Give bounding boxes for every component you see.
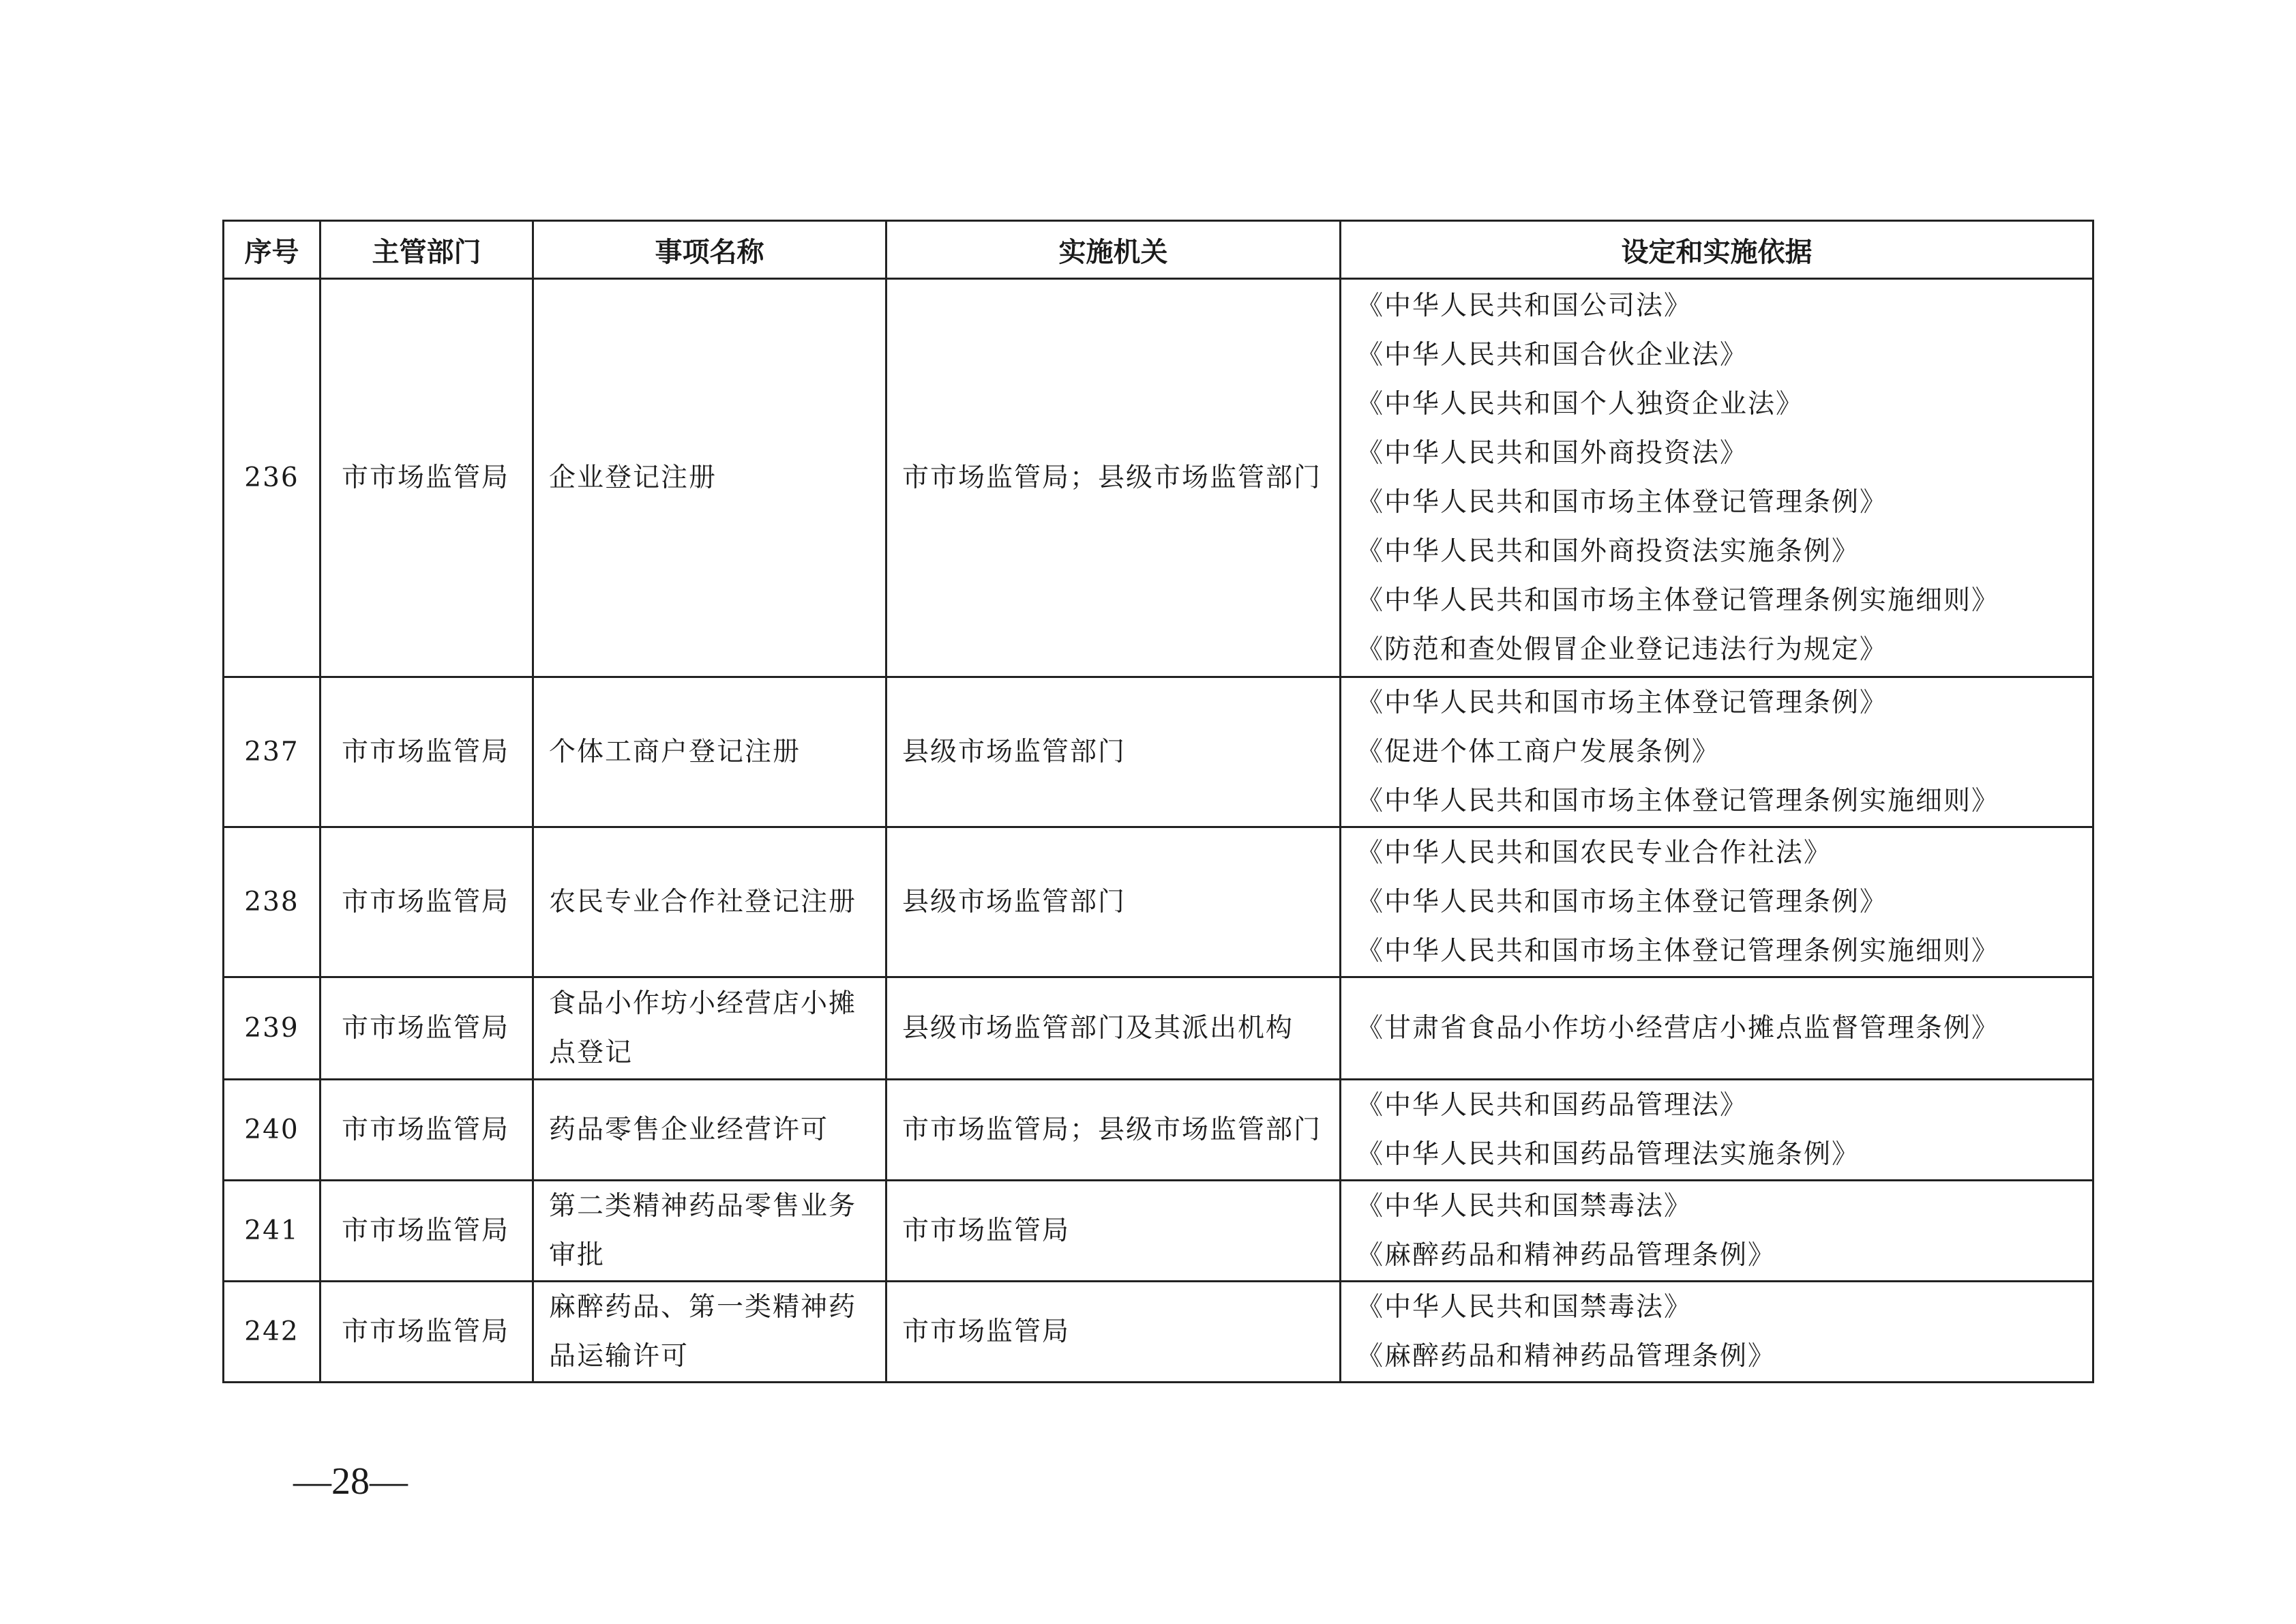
cell-basis — [1341, 279, 2093, 677]
cell-no — [224, 677, 320, 827]
cell-agency-text: 县级市场监管部门 — [902, 736, 1127, 767]
cell-dept-text: 市市场监管局 — [342, 462, 510, 493]
cell-item-text: 农民专业合作社登记注册 — [549, 886, 857, 917]
table-row — [224, 1181, 2093, 1282]
cell-basis — [1341, 827, 2093, 977]
cell-agency-text: 市市场监管局 — [902, 1316, 1071, 1347]
cell-basis — [1341, 677, 2093, 827]
cell-agency — [886, 677, 1341, 827]
basis-list — [1356, 1182, 2077, 1280]
basis-item: 《中华人民共和国市场主体登记管理条例实施细则》 — [1356, 585, 2000, 616]
cell-dept — [320, 1181, 533, 1282]
basis-item: 《中华人民共和国市场主体登记管理条例实施细则》 — [1356, 785, 2000, 816]
header-row — [224, 221, 2093, 279]
basis-item: 《中华人民共和国外商投资法实施条例》 — [1356, 535, 1860, 567]
cell-no — [224, 1282, 320, 1383]
basis-item: 《中华人民共和国个人独资企业法》 — [1356, 388, 1804, 419]
basis-item: 《中华人民共和国公司法》 — [1356, 290, 1693, 321]
basis-list — [1356, 1081, 2077, 1179]
header-agency: 实施机关 — [886, 221, 1341, 279]
cell-item — [533, 279, 886, 677]
basis-list — [1356, 829, 2077, 976]
cell-item — [533, 1282, 886, 1383]
cell-no-text: 239 — [244, 1012, 299, 1044]
cell-agency-text: 市市场监管局 — [902, 1215, 1071, 1246]
cell-dept-text: 市市场监管局 — [342, 1114, 510, 1145]
cell-dept-text: 市市场监管局 — [342, 1316, 510, 1347]
cell-dept-text: 市市场监管局 — [342, 886, 510, 917]
basis-list — [1356, 282, 2077, 675]
cell-agency — [886, 1181, 1341, 1282]
header-dept: 主管部门 — [320, 221, 533, 279]
basis-item: 《促进个体工商户发展条例》 — [1356, 736, 1720, 767]
cell-item — [533, 827, 886, 977]
cell-agency-text: 市市场监管局；县级市场监管部门 — [902, 462, 1322, 493]
cell-basis — [1341, 1181, 2093, 1282]
basis-item: 《中华人民共和国市场主体登记管理条例》 — [1356, 687, 1888, 718]
basis-item: 《中华人民共和国市场主体登记管理条例》 — [1356, 886, 1888, 917]
header-no: 序号 — [224, 221, 320, 279]
header-basis: 设定和实施依据 — [1341, 221, 2093, 279]
header-item: 事项名称 — [533, 221, 886, 279]
basis-item: 《中华人民共和国外商投资法》 — [1356, 437, 1748, 469]
table-row — [224, 1080, 2093, 1181]
cell-basis — [1341, 977, 2093, 1080]
basis-item: 《麻醉药品和精神药品管理条例》 — [1356, 1340, 1776, 1372]
cell-dept-text: 市市场监管局 — [342, 1215, 510, 1246]
cell-dept-text: 市市场监管局 — [342, 1012, 510, 1044]
table-row — [224, 279, 2093, 677]
basis-item: 《防范和查处假冒企业登记违法行为规定》 — [1356, 634, 1888, 665]
cell-item — [533, 677, 886, 827]
cell-no-text: 241 — [244, 1215, 299, 1246]
cell-basis — [1341, 1282, 2093, 1383]
cell-no-text: 240 — [244, 1114, 299, 1145]
basis-item: 《中华人民共和国药品管理法实施条例》 — [1356, 1138, 1860, 1170]
table-row — [224, 1282, 2093, 1383]
table-row — [224, 827, 2093, 977]
cell-item-text: 企业登记注册 — [549, 462, 717, 493]
table-row — [224, 677, 2093, 827]
cell-dept — [320, 1080, 533, 1181]
cell-no — [224, 279, 320, 677]
cell-item — [533, 1181, 886, 1282]
cell-item — [533, 1080, 886, 1181]
cell-no-text: 237 — [244, 736, 299, 767]
cell-no-text: 236 — [244, 462, 299, 493]
cell-no-text: 238 — [244, 886, 299, 917]
basis-list — [1356, 679, 2077, 826]
basis-list — [1356, 1283, 2077, 1381]
table-header — [224, 221, 2093, 279]
basis-item: 《中华人民共和国市场主体登记管理条例实施细则》 — [1356, 935, 2000, 966]
cell-agency — [886, 1080, 1341, 1181]
table-body — [224, 279, 2093, 1383]
cell-agency-text: 县级市场监管部门及其派出机构 — [902, 1012, 1294, 1044]
cell-agency — [886, 827, 1341, 977]
cell-agency-text: 县级市场监管部门 — [902, 886, 1127, 917]
items-table — [222, 220, 2094, 1383]
table-row — [224, 977, 2093, 1080]
cell-no — [224, 827, 320, 977]
cell-agency-text: 市市场监管局；县级市场监管部门 — [902, 1114, 1322, 1145]
cell-no — [224, 1181, 320, 1282]
basis-item: 《中华人民共和国禁毒法》 — [1356, 1190, 1693, 1222]
cell-agency — [886, 1282, 1341, 1383]
cell-basis — [1341, 1080, 2093, 1181]
cell-dept-text: 市市场监管局 — [342, 736, 510, 767]
cell-agency — [886, 279, 1341, 677]
cell-no-text: 242 — [244, 1316, 299, 1347]
basis-item: 《麻醉药品和精神药品管理条例》 — [1356, 1239, 1776, 1271]
cell-item-text: 食品小作坊小经营店小摊点登记 — [549, 988, 857, 1068]
basis-item: 《甘肃省食品小作坊小经营店小摊点监督管理条例》 — [1356, 1012, 2000, 1044]
basis-item: 《中华人民共和国合伙企业法》 — [1356, 339, 1748, 370]
cell-item — [533, 977, 886, 1080]
cell-item-text: 药品零售企业经营许可 — [549, 1114, 829, 1145]
cell-item-text: 第二类精神药品零售业务审批 — [549, 1190, 857, 1271]
cell-dept — [320, 1282, 533, 1383]
page-number: —28— — [293, 1460, 408, 1503]
cell-dept — [320, 279, 533, 677]
cell-dept — [320, 977, 533, 1080]
basis-item: 《中华人民共和国市场主体登记管理条例》 — [1356, 486, 1888, 518]
cell-no — [224, 1080, 320, 1181]
basis-list — [1356, 1004, 2077, 1053]
basis-item: 《中华人民共和国农民专业合作社法》 — [1356, 837, 1832, 868]
basis-item: 《中华人民共和国药品管理法》 — [1356, 1089, 1748, 1121]
cell-agency — [886, 977, 1341, 1080]
cell-no — [224, 977, 320, 1080]
basis-item: 《中华人民共和国禁毒法》 — [1356, 1291, 1693, 1323]
cell-item-text: 个体工商户登记注册 — [549, 736, 801, 767]
cell-item-text: 麻醉药品、第一类精神药品运输许可 — [549, 1291, 857, 1372]
cell-dept — [320, 677, 533, 827]
cell-dept — [320, 827, 533, 977]
